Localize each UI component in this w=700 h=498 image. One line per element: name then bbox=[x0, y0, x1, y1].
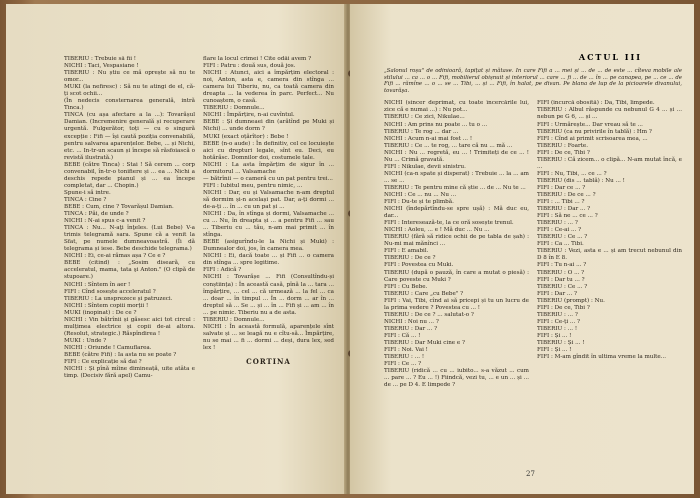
dialogue-line: TIBERIU : Dar ... ? bbox=[537, 206, 591, 213]
right-page-column-2 bbox=[537, 100, 682, 430]
dialogue-line: BEBE : Și dumneaei din (arătînd pe Muki și Nichi) ... unde dorm ? bbox=[203, 119, 334, 133]
dialogue-line: TIBERIU : ... ! bbox=[537, 325, 578, 332]
dialogue-line: FIFI : Povestea cu Muki. bbox=[384, 262, 454, 269]
dialogue-line: FIFI : Interesează-te, la ce oră sosește trenul. bbox=[384, 220, 514, 227]
dialogue-line: FIFI : De ce, Tibi ? bbox=[537, 149, 590, 156]
dialogue-line: TIBERIU : ... ! bbox=[384, 354, 425, 361]
dialogue-line: FIFI : Cînd sosește acceleratul ? bbox=[64, 288, 156, 295]
dialogue-line: NICHI : Dar, eu și Valsamache n-am dreptul să dormim și-n același pat. Dar, a-ți dormi ... de-a-ți ... în ... cu un pat și ... bbox=[203, 189, 334, 210]
dialogue-line: TIBERIU : O ... ? bbox=[537, 269, 585, 276]
dialogue-line: TIBERIU (prompt) : Nu. bbox=[537, 297, 605, 304]
dialogue-line: (În nedecis consternarea generală, intră Tinca.) bbox=[64, 98, 195, 112]
dialogue-line: FIFI : Ca ... Tibi. bbox=[537, 241, 584, 248]
dialogue-line: TIBERIU (ridică ... cu ... iubito... s-a văzut ... cum ... pare ... ? Eu ... !) Fiindcă, vezi tu, ... e un ... și ... de ... pe D 4. E limpede ? bbox=[384, 368, 529, 389]
dialogue-line: TIBERIU : Ce zici, Nikulae... bbox=[384, 114, 465, 121]
dialogue-line: NICHI (ca-n spate și disperat) : Trebuie ... la ... am ... se ... bbox=[384, 170, 529, 184]
dialogue-line: NICHI : Taci, Vespasiane ! bbox=[64, 63, 139, 70]
dialogue-line: FIFI : Adică ? bbox=[203, 267, 242, 274]
dialogue-line: TIBERIU : Ce ... ? bbox=[537, 283, 588, 290]
dialogue-line: FIFI (încurcă obosită) : Da, Tibi, limpede. bbox=[537, 100, 655, 107]
dialogue-line: NICHI : Da, în stînga și dormi, Valsamache ... cu ... Nu, în dreapta și ... a pentru Fifi ... sau ... Tiberiu cu ... tău, n-am mai primit ... în stînga. bbox=[203, 211, 334, 239]
dialogue-line: TINCA : Păi, de unde ? bbox=[64, 211, 129, 218]
dialogue-line: FIFI : Patru : două sus, două jos. bbox=[203, 63, 296, 70]
dialogue-line: NICHI : Și pînă mîine dimineață, uite atâta e timp. (Decisiv fără apel) Camu- bbox=[64, 366, 195, 380]
dialogue-line: TIBERIU : Că zicem... o clipă... N-am mutat încă, e ... bbox=[537, 156, 682, 170]
dialogue-line: TIBERIU : La unsprezece și patruzeci. bbox=[64, 295, 173, 302]
left-page bbox=[6, 4, 346, 494]
dialogue-line: NICHI (sincer deprimat, cu toate încercările lui, zice că e numai ...) : Nu pot... bbox=[384, 100, 529, 114]
dialogue-line: FIFI : Urmărește... Dar vreau să te ... bbox=[537, 121, 643, 128]
dialogue-line: TINCA : Nu... N-aţi înţeles. (Lui Bebe) V-a trimis telegramă sara. Spune că a venit la Sfat, pe numele dumneavoastră. (Îi dă telegrama și iese. Bebe deschide telegrama.) bbox=[64, 225, 195, 253]
dialogue-line: TIBERIU : Domnule... bbox=[203, 316, 265, 323]
page-number: 27 bbox=[526, 470, 535, 478]
dialogue-line: FIFI : Dar tu ... ? bbox=[537, 276, 585, 283]
dialogue-line: FIFI : Că ... ! bbox=[384, 332, 421, 339]
dialogue-line: NICHI : Noi nu ... ? bbox=[384, 318, 439, 325]
dialogue-line: TIBERIU : De ce ? bbox=[384, 255, 436, 262]
dialogue-line: NICHI : Vin bătrînii și găsesc aici tot circul : mulțimea electrice și copii de-ai altora. (Resolut, strategic.) Răspîndirea ! bbox=[64, 316, 195, 337]
act-intro-stage-directions: „Salonul roșu" de odinioară, tapițat și mătase. In care Fifi a ... mei și ... de ... de este ... cîteva mobile ale stilului ... ca ... o ... Fifi, mobilierul obișnuit și interiorul ... care ... fi ... de ... în ... pe canapea, pe ... ce ... de Fifi ... rămîne ... o ... se ... Tibi, ... și ... Fifi, în halat, pe divan. Pe blana de lup de la picioarele divanului, tovarăşa. bbox=[384, 68, 682, 94]
dialogue-line: TIBERIU (dis ... tablă) : Nu ... ! bbox=[537, 177, 625, 184]
dialogue-line: — bătrînii — o cameră cu un pat pentru trei... bbox=[203, 175, 333, 182]
dialogue-line: NICHI : Am prins nu poate ... tu o ... bbox=[384, 121, 488, 128]
dialogue-line: TIBERIU (fără să ridice ochii de pe tabla de șah) : Nu-mi mai mănînci ... bbox=[384, 234, 529, 248]
dialogue-line: BEBE (citind) : „Sosim diseară, cu acceleratul, mama, tata şi Anton." (O clipă de stupoare.) bbox=[64, 260, 195, 281]
dialogue-line: FIFI : Cînd ai primit scrisoarea mea, ... bbox=[537, 135, 648, 142]
dialogue-line: TIBERIU : Dar Muki cine e ? bbox=[384, 339, 465, 346]
dialogue-line: TIBERIU : Și ... ! bbox=[537, 339, 585, 346]
dialogue-line: FIFI : ... Tibi ... ? bbox=[537, 199, 585, 206]
dialogue-line: TIBERIU : Albul răspunde cu nebunul G 4 ... și ... nebun pe G 6, ... și ... bbox=[537, 107, 682, 121]
dialogue-line: TIBERIU : Nu știu ce mă oprește să nu te omor... bbox=[64, 70, 195, 84]
dialogue-line: TIBERIU : Ce ... te rog, ... tare că nu ... mă ... bbox=[384, 142, 513, 149]
dialogue-line: FIFI : E amabil. bbox=[384, 248, 429, 255]
cortina-label: CORTINA bbox=[246, 356, 291, 366]
dialogue-line: FIFI : Iubitul meu, pentru nimic, ... bbox=[203, 182, 303, 189]
dialogue-line: TIBERIU : Domnule... bbox=[203, 105, 265, 112]
dialogue-line: FIFI : Nu, Tibi, ... ce ... ? bbox=[537, 170, 607, 177]
dialogue-line: TIBERIU : Te rog ... dar ... bbox=[384, 128, 459, 135]
dialogue-line: FIFI : Tu n-ai ... ? bbox=[537, 262, 587, 269]
left-page-column-2 bbox=[203, 56, 334, 486]
dialogue-line: TIBERIU : Care „cu Bebe" ? bbox=[384, 290, 464, 297]
dialogue-line: NICHI : Aoleu, ... e ! Mă duc ... Nu ... bbox=[384, 227, 490, 234]
dialogue-line: MUKI (exact oțărîtor) : Bebe ! bbox=[203, 133, 289, 140]
act-title: ACTUL III bbox=[578, 52, 642, 62]
dialogue-line: MUKI (inopinat) : De ce ? bbox=[64, 309, 137, 316]
dialogue-line: FIFI : Ce ... ? bbox=[384, 361, 422, 368]
dialogue-line: FIFI : Ce explicație să dai ? bbox=[64, 359, 142, 366]
dialogue-line: flare la locul crimei ! Cîte odăi avem ? bbox=[203, 56, 312, 62]
dialogue-line: NICHI : La asta împărțim de sigur în ... dormitorul ... Valsamache bbox=[203, 161, 334, 175]
dialogue-line: MUKI : Unde ? bbox=[64, 337, 107, 344]
dialogue-line: FIFI : Și ... ! bbox=[537, 347, 572, 354]
dialogue-line: NICHI : Sîntem în aer ! bbox=[64, 281, 131, 288]
dialogue-line: TIBERIU : ... ? bbox=[537, 220, 578, 227]
dialogue-line: NICHI : Ce ... nu ... Nu ... bbox=[384, 191, 457, 198]
dialogue-line: FIFI : Vai, Tibi, cînd ai să pricepi și tu un lucru de la prima vedere ? Povestea cu ... ! bbox=[384, 297, 529, 311]
dialogue-line: TIBERIU : Foarte. bbox=[537, 142, 588, 149]
dialogue-line: TIBERIU (ca nu privirile în tablă) : Hm ? bbox=[537, 128, 652, 135]
dialogue-line: FIFI : Să ne ... ce ... ? bbox=[537, 213, 598, 220]
dialogue-line: FIFI : Du-te și te plimbă. bbox=[384, 199, 454, 206]
dialogue-line: BEBE (asigurîndu-le la Nichi și Muki) : Dumnealor doi, jos, în camera mea. bbox=[203, 239, 334, 253]
dialogue-line: TIBERIU : Dar ... ? bbox=[384, 325, 438, 332]
dialogue-line: NICHI : Acum n-ai mai fost ... ! bbox=[384, 135, 473, 142]
dialogue-line: TIBERIU : De ce ... ? bbox=[537, 191, 596, 198]
dialogue-line: NICHI : N-ai spus c-a venit ? bbox=[64, 218, 146, 225]
dialogue-line: NICHI : Ei, dacă toate ... și Fifi ... o camera din stînga ... spre legitime. bbox=[203, 253, 334, 267]
dialogue-line: FIFI : Noi. Vai ! bbox=[384, 347, 428, 354]
dialogue-line: NICHI : Nu ... regretă, eu ... ! Trimiteți de ce ... ! Nu ... Crimă gravată. bbox=[384, 149, 529, 163]
dialogue-line: FIFI : Dar ce ... ? bbox=[537, 184, 586, 191]
dialogue-line: NICHI (îndepărtîndu-se spre ușă) : Mă duc eu, dar... bbox=[384, 206, 529, 220]
left-page-column-1 bbox=[64, 56, 195, 486]
dialogue-line: NICHI : În această formulă, aparențele sînt salvate și ... se leagă nu e cîtu-să... Împărțire, nu se mai ... fi ... dormi ... deși, dura lex, sed lex ! bbox=[203, 323, 334, 351]
right-page-column-1 bbox=[384, 100, 529, 430]
dialogue-line: TIBERIU : Trebuie să fii ! bbox=[64, 56, 137, 62]
right-page bbox=[350, 4, 694, 494]
dialogue-line: FIFI : Ce-ți ... ? bbox=[537, 318, 581, 325]
dialogue-line: TIBERIU (după o pauză, în care a mutat o piesă) : Care poveste cu Muki ? bbox=[384, 269, 529, 283]
dialogue-line: FIFI : De ce, Tibi ? bbox=[537, 304, 590, 311]
left-column-2-text bbox=[203, 56, 334, 352]
dialogue-line: TIBERIU : Te pentru mine că știe ... de ... Nu te ... bbox=[384, 184, 526, 191]
dialogue-line: BEBE (n-o aude) : În definitiv, cel ce locuiește aici cu drepturi legale, sînt eu. Deci, eu hotărăsc. Domnilor doi, costumele tale. bbox=[203, 140, 334, 161]
dialogue-line: Spune-i să intre. bbox=[64, 189, 111, 196]
dialogue-line: NICHI : Oriunde ! Camuflarea. bbox=[64, 344, 152, 351]
dialogue-line: NICHI : Tovarășe ... Fifi (Consultîndu-și conștiința) : În această casă, pînă la ... tara ... împărțire, ... cel ... că urmează ... la fel ... ca ... doar ... în timpul ... În ... dorm ... ar în ... dreptul să ... Se ... și ... în ... Fifi și ... am ... în ... pe nimic. Tiberiu nu a de asta. bbox=[203, 274, 334, 316]
dialogue-line: NICHI : Atunci, aici a împărțim electoral : noi, Anton, asta e, camera din stînga ... camera lui Tiberiu, nu, ca toată camera din dreapta ... la vederea în parc. Perfect... Nu cunoaștem, o casă. bbox=[203, 70, 334, 105]
dialogue-line: NICHI : Sîntem copiii morții ! bbox=[64, 302, 149, 309]
dialogue-line: FIFI : Ce-ai ... ? bbox=[537, 227, 582, 234]
dialogue-line: TIBERIU : Ce ... ? bbox=[537, 234, 588, 241]
dialogue-line: FIFI : Nikulae, devii sinistru. bbox=[384, 163, 466, 170]
dialogue-line: BEBE (către Tinca) : Stai ! Să cerem ... corp convenabil, în-tr-o tonifiere și ... ea ... Nichi a deschis repede pianul și ... ea începe completat, dar ... Chopin.) bbox=[64, 161, 195, 189]
dialogue-line: BEBE (către Fifi) : Ia asta nu se poate ? bbox=[64, 351, 177, 358]
dialogue-line: TIBERIU : Vezi, asta e ... și am trecut nebunul din D 8 în E 8. bbox=[537, 248, 682, 262]
dialogue-line: BEBE : Cum, cine ? Tovarășul Damian. bbox=[64, 203, 174, 210]
dialogue-line: TIBERIU : ... ? bbox=[537, 311, 578, 318]
dialogue-line: FIFI : Cu Bebe. bbox=[384, 283, 428, 290]
dialogue-line: NICHI : Ei, ce-ai rămas așa ? Ce e ? bbox=[64, 253, 166, 260]
dialogue-line: TIBERIU : De ce ? ... salutat-o ? bbox=[384, 311, 474, 318]
dialogue-line: TINCA : Cine ? bbox=[64, 196, 107, 203]
dialogue-line: NICHI : Împărțire, n-ai cuvîntul. bbox=[203, 112, 295, 119]
dialogue-line: TINCA (cu așa afectare a la ...): Tovarășul Damian. (Incremenire generală și recuperare urgentă. Fulgerător, toți — cu o singură excepție : Fifi — își caută poziția convenabilă, pentru salvarea aparențelor. Bebe, ... și Nichi, etc. ... In-tr-un scaun și începe să răsfoiască o revistă ilustrată.) bbox=[64, 112, 195, 161]
dialogue-line: MUKI (la nefiresc) : Să nu te atingi de el, că-ți scot ochii... bbox=[64, 84, 195, 98]
dialogue-line: FIFI : Și ... ! bbox=[537, 332, 572, 339]
dialogue-line: FIFI : M-am gîndit în ultima vreme la multe... bbox=[537, 354, 667, 361]
dialogue-line: FIFI : Dar ... ? bbox=[537, 290, 578, 297]
